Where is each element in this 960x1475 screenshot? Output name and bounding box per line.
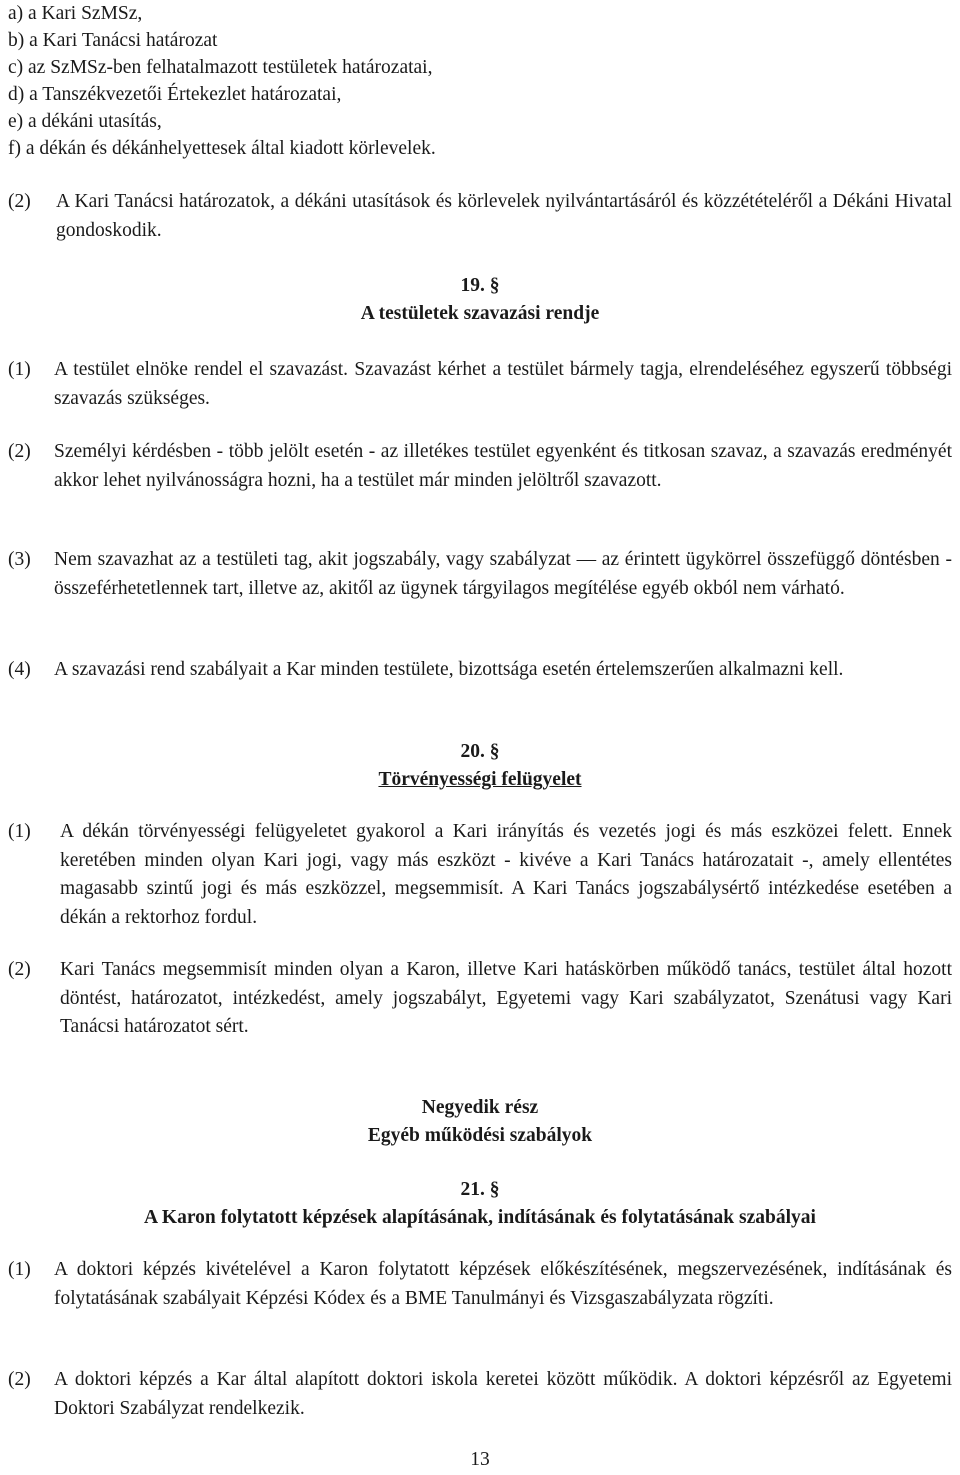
paragraph-text: Kari Tanács megsemmisít minden olyan a Karon, illetve Kari hatáskörben működő tanács, testület által hozott döntést, határozatot, intézkedést, amely jogszabályt, Egyetemi vagy Kari szabályzatot, Szenátusi vagy Kari Tanácsi határozatot sért. [60,959,952,1037]
section-heading [0,738,960,794]
paragraph-number: (2) [8,959,31,980]
section-heading [0,272,960,328]
paragraph-number: (2) [8,441,31,462]
part-heading [0,1094,960,1150]
section-number: 20. § [460,741,500,762]
list-item: a) a Kari SzMSz, [8,3,143,24]
paragraph-text: A doktori képzés a Kar által alapított doktori iskola keretei között működik. A doktori képzésről az Egyetemi Doktori Szabályzat rendelkezik. [54,1369,952,1419]
paragraph-number: (1) [8,821,31,842]
paragraph-text: A testület elnöke rendel el szavazást. Szavazást kérhet a testület bármely tagja, elrendeléséhez egyszerű többségi szavazás szükséges. [54,359,952,409]
paragraph [8,818,952,932]
paragraph [8,656,952,685]
paragraph [8,1256,952,1313]
paragraph-number: (1) [8,1259,31,1280]
section-number: 19. § [460,275,500,296]
list-item: d) a Tanszékvezetői Értekezlet határozatai, [8,84,342,105]
paragraph [8,356,952,413]
section-title: Törvényességi felügyelet [378,769,582,790]
section-heading [0,1176,960,1232]
paragraph-number: (4) [8,659,31,680]
list-item: c) az SzMSz-ben felhatalmazott testületek határozatai, [8,57,433,78]
paragraph-number: (2) [8,191,31,212]
page-number: 13 [470,1449,490,1470]
section-title: A testületek szavazási rendje [360,303,600,324]
paragraph [8,438,952,495]
list-item: b) a Kari Tanácsi határozat [8,30,218,51]
paragraph-number: (1) [8,359,31,380]
part-subtitle: Egyéb működési szabályok [367,1125,593,1146]
paragraph-text: A dékán törvényességi felügyeletet gyakorol a Kari irányítás és vezetés jogi és más eszközei felett. Ennek keretében minden olyan Kari jogi, vagy más eszközt - kivéve a Kari Tanács határozatait -, amely ellentétes magasabb szintű jogi és más eszközzel, megsemmisít. A Kari Tanács jogszabálysértő intézkedése esetében a dékán a rektorhoz fordul. [60,821,952,928]
section-number: 21. § [460,1179,500,1200]
paragraph-text: A szavazási rend szabályait a Kar minden testülete, bizottsága esetén értelemszerűen alkalmazni kell. [54,659,844,680]
paragraph-number: (2) [8,1369,31,1390]
paragraph [8,1366,952,1423]
list-item: f) a dékán és dékánhelyettesek által kiadott körlevelek. [8,138,436,159]
paragraph-text: Nem szavazhat az a testületi tag, akit jogszabály, vagy szabályzat — az érintett ügykörrel összefüggő döntésben - összeférhetetlennek tart, illetve az, akitől az ügynek tárgyilagos megítélése egyéb okból nem várható. [54,549,952,599]
paragraph-text: A Kari Tanácsi határozatok, a dékáni utasítások és körlevelek nyilvántartásáról és közzétételéről a Dékáni Hivatal gondoskodik. [56,191,952,241]
section-title: A Karon folytatott képzések alapításának, indításának és folytatásának szabályai [144,1207,816,1228]
paragraph [8,956,952,1042]
list-item: e) a dékáni utasítás, [8,111,162,132]
intro-list [8,0,436,162]
paragraph [8,188,952,245]
paragraph-text: Személyi kérdésben - több jelölt esetén - az illetékes testület egyenként és titkosan szavaz, a szavazás eredményét akkor lehet nyilvánosságra hozni, ha a testület már minden jelöltről szavazott. [54,441,952,491]
part-title: Negyedik rész [421,1097,539,1118]
paragraph-number: (3) [8,549,31,570]
paragraph-text: A doktori képzés kivételével a Karon folytatott képzések előkészítésének, megszervezésének, indításának és folytatásának szabályait Képzési Kódex és a BME Tanulmányi és Vizsgaszabályzata rögzíti. [54,1259,952,1309]
paragraph [8,546,952,603]
